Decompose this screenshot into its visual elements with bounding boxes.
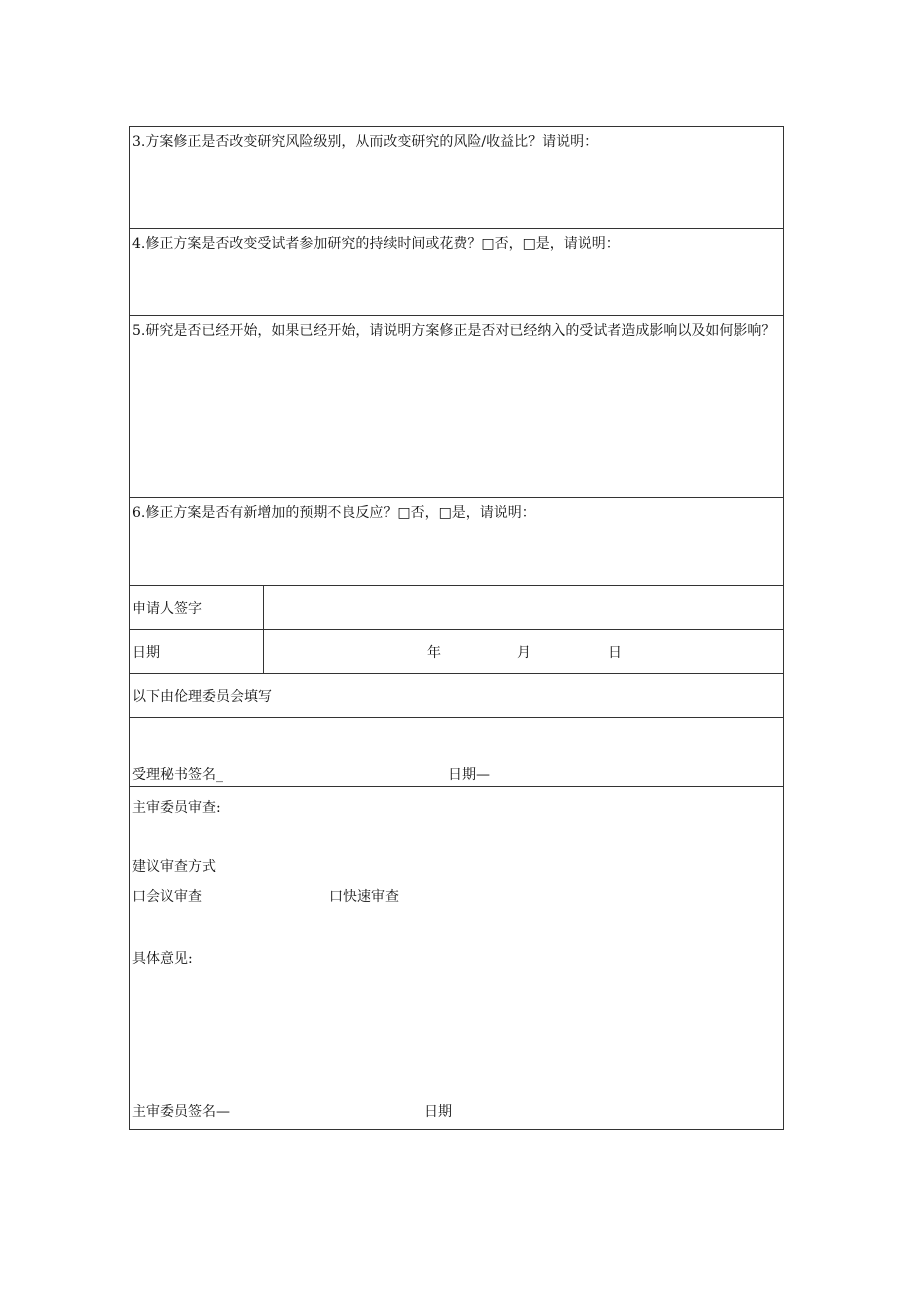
date-day-label: 日 [608, 645, 622, 661]
question-6-text: 6.修正方案是否有新增加的预期不良反应？□否，□是，请说明： [132, 505, 536, 521]
column-divider [263, 630, 264, 673]
meeting-review-option[interactable]: 口会议审查 [132, 889, 202, 905]
question-5-text: 5.研究是否已经开始，如果已经开始，请说明方案修正是否对已经纳入的受试者造成影响以及如何影响？ [132, 323, 776, 339]
amendment-form-table [129, 126, 784, 1130]
applicant-signature-label: 申请人签字 [132, 601, 202, 617]
question-4-text: 4.修正方案是否改变受试者参加研究的持续时间或花费？□否，□是，请说明： [132, 236, 620, 252]
committee-header: 以下由伦理委员会填写 [132, 689, 272, 705]
opinion-label: 具体意见: [132, 951, 193, 967]
reviewer-title: 主审委员审查: [132, 800, 221, 816]
reviewer-date-label: 日期 [424, 1104, 452, 1120]
fast-review-option[interactable]: 口快速审查 [329, 889, 399, 905]
reviewer-row [130, 787, 783, 1129]
committee-header-row [130, 674, 783, 718]
applicant-date-label: 日期 [132, 645, 160, 661]
secretary-date-label: 日期— [448, 767, 490, 783]
question-3-row [130, 127, 783, 229]
date-month-label: 月 [517, 645, 531, 661]
question-6-row [130, 498, 783, 586]
secretary-signature-label: 受理秘书签名_ [132, 767, 223, 783]
question-3-text: 3.方案修正是否改变研究风险级别，从而改变研究的风险/收益比？请说明： [132, 134, 599, 150]
question-4-row [130, 229, 783, 316]
reviewer-signature-label: 主审委员签名— [132, 1104, 230, 1120]
secretary-row [130, 718, 783, 787]
applicant-signature-row [130, 586, 783, 630]
date-year-label: 年 [427, 645, 441, 661]
question-5-row [130, 316, 783, 498]
applicant-date-row [130, 630, 783, 674]
column-divider [263, 586, 264, 629]
review-method-label: 建议审查方式 [132, 859, 216, 875]
